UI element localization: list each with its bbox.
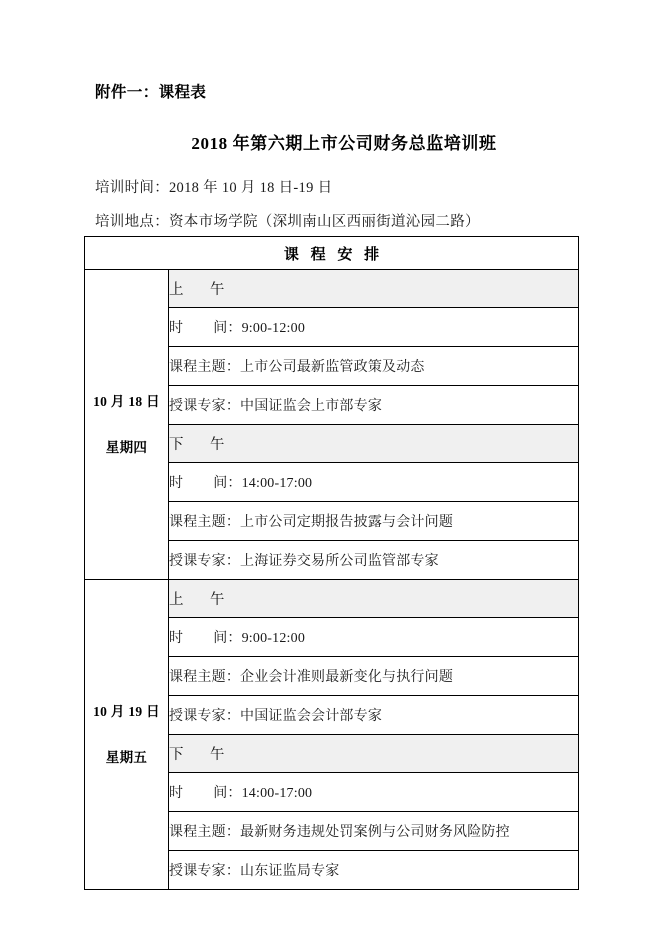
row-label: 授课专家 bbox=[169, 709, 226, 724]
row-value: 山东证监局专家 bbox=[240, 864, 340, 879]
row-value: 14:00-17:00 bbox=[241, 476, 313, 491]
date-spacer bbox=[85, 412, 168, 438]
row-value: 9:00-12:00 bbox=[241, 631, 306, 646]
period-suffix: 午 bbox=[209, 282, 225, 298]
row-label: 课程主题 bbox=[169, 825, 226, 840]
period-suffix: 午 bbox=[209, 437, 225, 453]
row-separator: ： bbox=[225, 515, 241, 530]
row-value: 9:00-12:00 bbox=[241, 321, 306, 336]
row-separator: ： bbox=[225, 670, 241, 685]
row-value: 中国证监会会计部专家 bbox=[240, 709, 383, 724]
row-separator: ： bbox=[225, 554, 241, 569]
table-row bbox=[85, 580, 579, 618]
attachment-label: 附件一：课程表 bbox=[95, 84, 207, 101]
row-label: 授课专家 bbox=[169, 399, 226, 414]
session-topic-row bbox=[169, 502, 579, 541]
day-date-cell-2 bbox=[85, 580, 169, 890]
session-speaker-row bbox=[169, 851, 579, 890]
row-separator: ： bbox=[227, 476, 242, 491]
row-label: 课程主题 bbox=[169, 360, 226, 375]
table-row bbox=[85, 270, 579, 308]
row-label: 课程主题 bbox=[169, 670, 226, 685]
day-date-1: 10 月 18 日 bbox=[93, 393, 160, 409]
session-time-row bbox=[169, 463, 579, 502]
schedule-table-body bbox=[85, 237, 579, 890]
row-separator: ： bbox=[227, 631, 242, 646]
period-char: 上 bbox=[169, 592, 184, 608]
session-time-row bbox=[169, 618, 579, 657]
row-value: 上市公司最新监管政策及动态 bbox=[240, 360, 425, 375]
row-value: 上市公司定期报告披露与会计问题 bbox=[240, 515, 454, 530]
row-separator: ： bbox=[225, 864, 241, 879]
period-char: 下 bbox=[169, 747, 184, 763]
row-label-tail: 间 bbox=[213, 786, 228, 801]
document-title: 2018 年第六期上市公司财务总监培训班 bbox=[191, 134, 497, 153]
period-suffix: 午 bbox=[209, 592, 225, 608]
period-char: 下 bbox=[169, 437, 184, 453]
row-value: 上海证券交易所公司监管部专家 bbox=[240, 554, 439, 569]
day-weekday-2: 星期五 bbox=[105, 749, 148, 765]
session-topic-row bbox=[169, 347, 579, 386]
date-spacer bbox=[85, 722, 168, 748]
day-date-2: 10 月 19 日 bbox=[93, 703, 160, 719]
row-label: 时 bbox=[169, 476, 184, 491]
row-label: 课程主题 bbox=[169, 515, 226, 530]
row-separator: ： bbox=[227, 321, 242, 336]
row-separator: ： bbox=[225, 399, 241, 414]
row-label: 时 bbox=[169, 786, 184, 801]
row-separator: ： bbox=[225, 360, 241, 375]
row-label: 时 bbox=[169, 631, 184, 646]
session-speaker-row bbox=[169, 386, 579, 425]
schedule-table-title: 课 程 安 排 bbox=[85, 237, 579, 270]
day-weekday-1: 星期四 bbox=[105, 439, 148, 455]
session-time-row bbox=[169, 773, 579, 812]
session-header-morning-day2 bbox=[169, 580, 579, 618]
row-label-tail: 间 bbox=[213, 476, 228, 491]
row-value: 企业会计准则最新变化与执行问题 bbox=[240, 670, 454, 685]
row-label: 时 bbox=[169, 321, 184, 336]
row-separator: ： bbox=[225, 709, 241, 724]
session-header-afternoon-day2 bbox=[169, 735, 579, 773]
session-speaker-row bbox=[169, 541, 579, 580]
period-char: 上 bbox=[169, 282, 184, 298]
row-label-tail: 间 bbox=[213, 631, 228, 646]
session-topic-row bbox=[169, 657, 579, 696]
row-value: 最新财务违规处罚案例与公司财务风险防控 bbox=[240, 825, 510, 840]
row-value: 14:00-17:00 bbox=[241, 786, 313, 801]
schedule-table bbox=[84, 236, 579, 890]
session-time-row bbox=[169, 308, 579, 347]
day-date-cell-1 bbox=[85, 270, 169, 580]
session-speaker-row bbox=[169, 696, 579, 735]
row-label: 授课专家 bbox=[169, 554, 226, 569]
row-label-tail: 间 bbox=[213, 321, 228, 336]
session-topic-row bbox=[169, 812, 579, 851]
row-separator: ： bbox=[227, 786, 242, 801]
training-place-line: 培训地点：资本市场学院（深圳南山区西丽街道沁园二路） bbox=[95, 214, 480, 230]
training-time-line: 培训时间：2018 年 10 月 18 日-19 日 bbox=[95, 180, 333, 196]
table-header-row bbox=[85, 237, 579, 270]
row-label: 授课专家 bbox=[169, 864, 226, 879]
period-suffix: 午 bbox=[209, 747, 225, 763]
session-header-afternoon-day1 bbox=[169, 425, 579, 463]
row-separator: ： bbox=[225, 825, 241, 840]
session-header-morning-day1 bbox=[169, 270, 579, 308]
row-value: 中国证监会上市部专家 bbox=[240, 399, 383, 414]
